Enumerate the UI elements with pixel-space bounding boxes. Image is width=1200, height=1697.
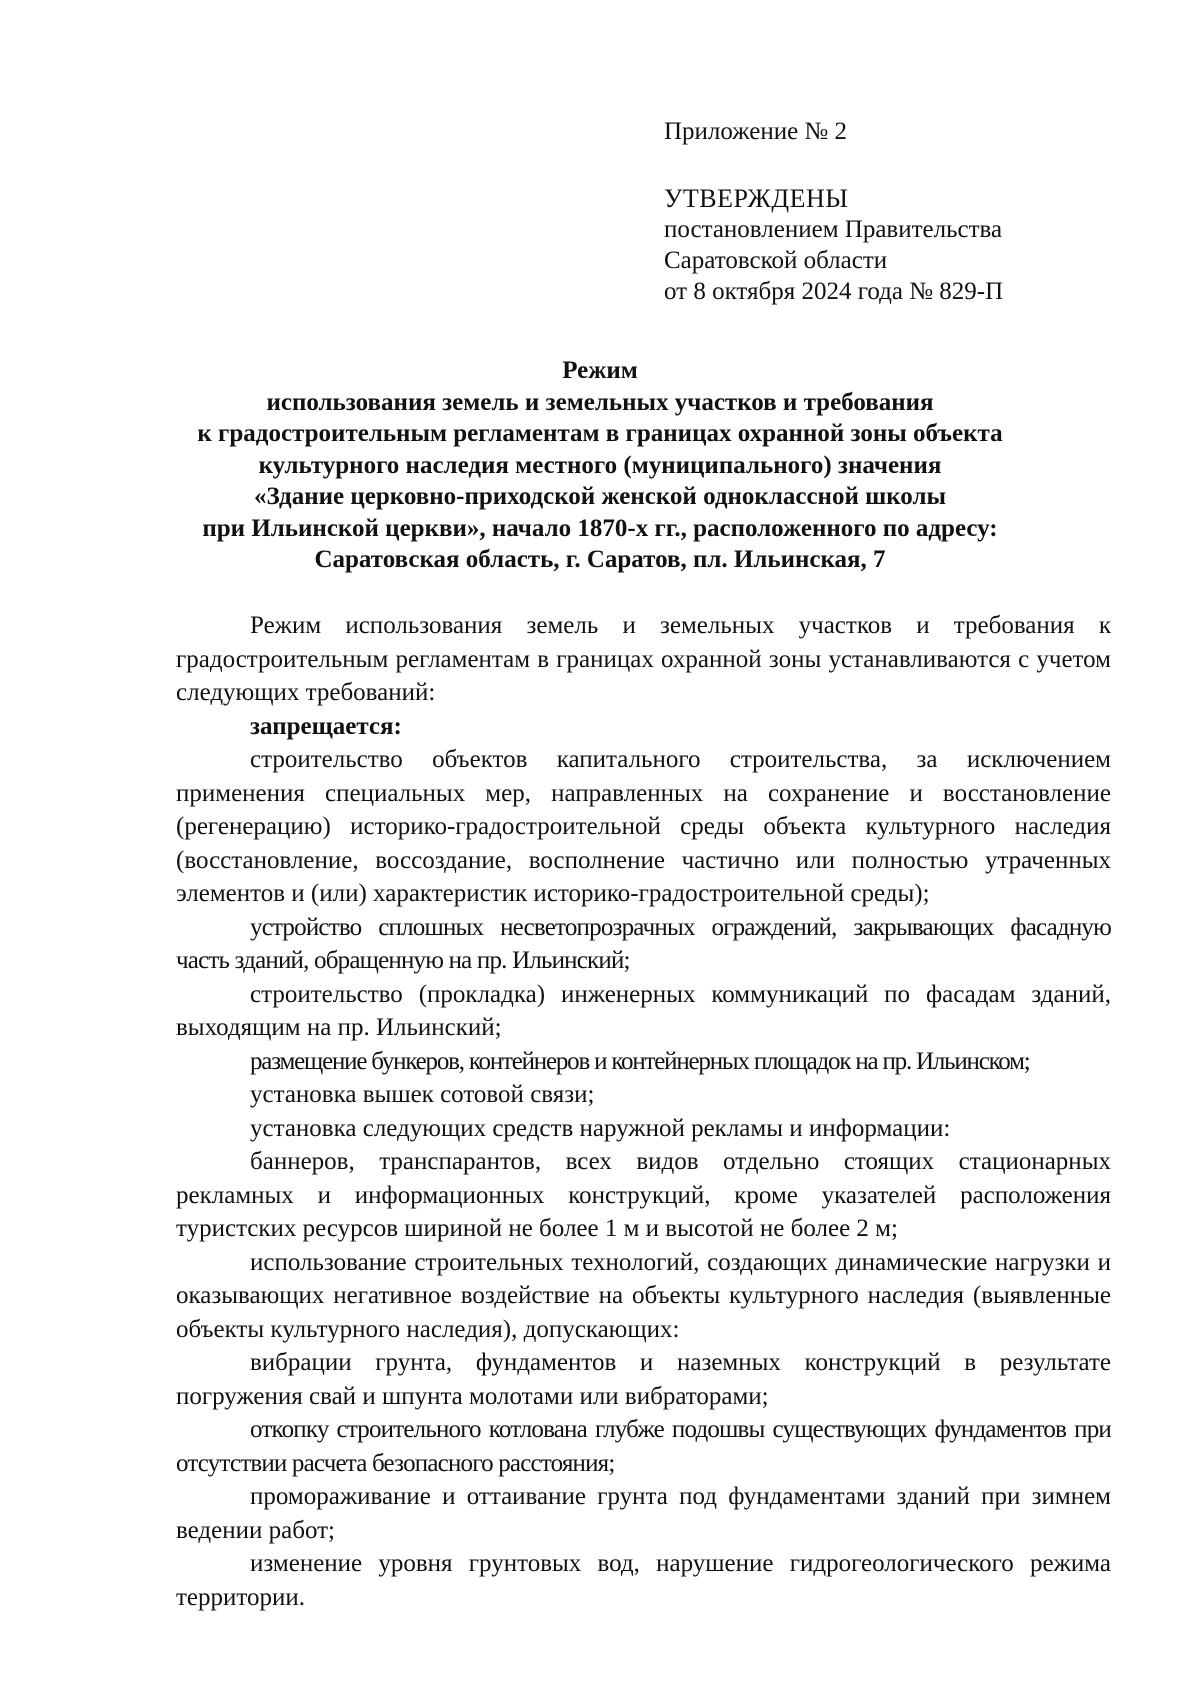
title-line: Саратовская область, г. Саратов, пл. Ильинская, 7: [314, 546, 886, 573]
prohibited-label: запрещается:: [250, 712, 402, 740]
list-item: промораживание и оттаивание грунта под фундаментами зданий при зимнем ведении работ;: [176, 1483, 1111, 1544]
list-item: размещение бункеров, контейнеров и контейнерных площадок на пр. Ильинском;: [250, 1047, 1030, 1075]
list-item: вибрации грунта, фундаментов и наземных конструкций в результате погружения свай и шпунта молотами или вибраторами;: [176, 1349, 1111, 1410]
title-line: культурного наследия местного (муниципального) значения: [258, 451, 942, 479]
approval-header: [664, 116, 1134, 307]
title-line: при Ильинской церкви», начало 1870-х гг., расположенного по адресу:: [202, 514, 998, 542]
appendix-number: Приложение № 2: [664, 118, 848, 145]
approved-by-line: от 8 октября 2024 года № 829-П: [664, 278, 1004, 305]
list-item: баннеров, транспарантов, всех видов отдельно стоящих стационарных рекламных и информационных конструкций, кроме указателей расположения туристских ресурсов шириной не более 1 м и высотой не более 2 м;: [176, 1148, 1111, 1242]
list-item: откопку строительного котлована глубже подошвы существующих фундаментов при отсутствии расчета безопасного расстояния;: [176, 1416, 1111, 1477]
document-body: [176, 609, 1111, 1614]
list-item: строительство (прокладка) инженерных коммуникаций по фасадам зданий, выходящим на пр. Ильинский;: [176, 980, 1111, 1041]
list-item: строительство объектов капитального строительства, за исключением применения специальных мер, направленных на сохранение и восстановление (регенерацию) историко-градостроительной среды объекта культурного наследия (восстановление, воссоздание, восполнение частично или полностью утраченных элементов и (или) характеристик историко-градостроительной среды);: [176, 746, 1111, 907]
title-line: Режим: [562, 357, 638, 384]
approved-by-line: Саратовской области: [664, 247, 888, 274]
list-item: устройство сплошных несветопрозрачных ограждений, закрывающих фасадную часть зданий, обращенную на пр. Ильинский;: [176, 913, 1111, 974]
list-item: установка следующих средств наружной рекламы и информации:: [250, 1114, 951, 1142]
list-item: использование строительных технологий, создающих динамические нагрузки и оказывающих негативное воздействие на объекты культурного наследия (выявленные объекты культурного наследия), допускающих:: [176, 1248, 1111, 1343]
title-line: «Здание церковно-приходской женской одноклассной школы: [253, 483, 946, 510]
list-item: установка вышек сотовой связи;: [250, 1081, 595, 1108]
intro-paragraph: Режим использования земель и земельных участков и требования к градостроительным регламентам в границах охранной зоны устанавливаются с учетом следующих требований:: [176, 612, 1111, 706]
document-title: [150, 355, 1050, 576]
approved-stamp-text: УТВЕРЖДЕНЫ: [664, 184, 849, 213]
title-line: использования земель и земельных участков и требования: [266, 388, 934, 416]
approved-by-line: постановлением Правительства: [664, 216, 1003, 243]
list-item: изменение уровня грунтовых вод, нарушение гидрогеологического режима территории.: [176, 1550, 1111, 1611]
title-line: к градостроительным регламентам в границах охранной зоны объекта: [197, 420, 1003, 447]
